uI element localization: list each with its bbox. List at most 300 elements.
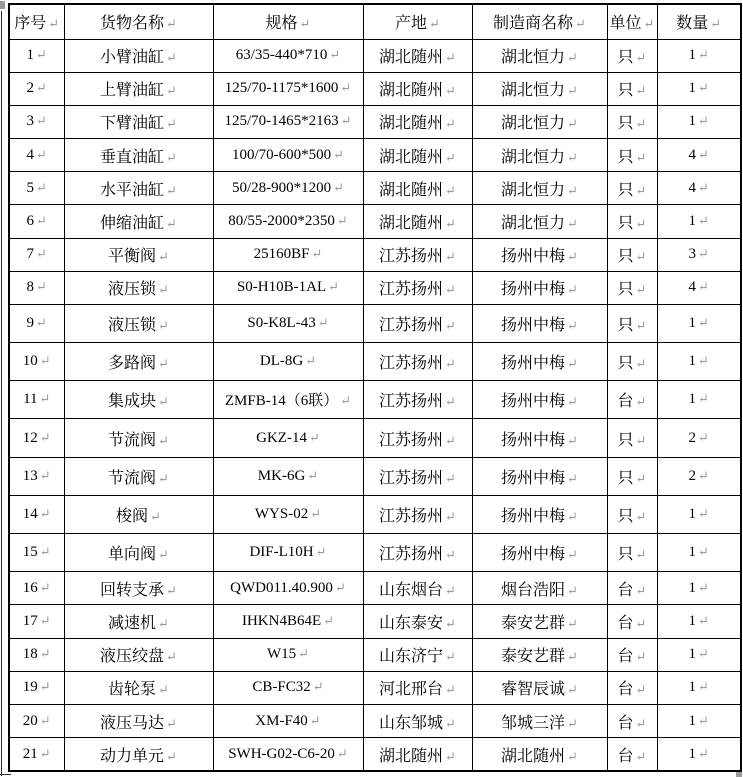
table-row: [9, 105, 741, 138]
cell-origin: [363, 457, 472, 495]
cell-unit-text: 只: [617, 248, 634, 266]
cell-spec: [213, 172, 363, 205]
cell-end-mark-icon: ↵: [307, 467, 319, 483]
cell-end-mark-icon: ↵: [298, 646, 310, 662]
cell-end-mark-icon: ↵: [39, 544, 51, 560]
cell-maker: [472, 638, 607, 671]
cell-end-mark-icon: ↵: [698, 80, 709, 96]
cell-qty-text: 3: [688, 246, 697, 263]
cell-maker-text: 扬州中梅: [501, 355, 566, 373]
cell-end-mark-icon: ↵: [635, 249, 647, 265]
cell-origin: [363, 172, 472, 205]
cell-name-text: 液压绞盘: [100, 648, 165, 666]
cell-idx: [9, 238, 64, 271]
cell-end-mark-icon: ↵: [567, 508, 578, 524]
cell-end-mark-icon: ↵: [698, 429, 709, 445]
cell-end-mark-icon: ↵: [334, 579, 346, 595]
header-spec-text: 规格: [265, 15, 298, 33]
cell-spec: [213, 105, 363, 138]
cell-origin: [363, 205, 472, 238]
cell-qty-text: 4: [688, 279, 697, 296]
cell-end-mark-icon: ↵: [445, 508, 456, 524]
table-row: [9, 738, 741, 771]
cell-unit-text: 只: [617, 469, 634, 487]
cell-maker: [472, 419, 607, 457]
cell-qty: [657, 105, 741, 138]
cell-name-text: 节流阀: [108, 431, 157, 449]
cell-qty: [657, 638, 741, 671]
cell-qty-text: 1: [688, 391, 697, 408]
cell-qty-text: 1: [688, 646, 697, 663]
cell-end-mark-icon: ↵: [158, 249, 169, 265]
cell-end-mark-icon: ↵: [39, 646, 51, 662]
cell-idx: [9, 605, 64, 638]
cell-maker-text: 扬州中梅: [501, 546, 566, 564]
cell-end-mark-icon: ↵: [698, 179, 709, 195]
cell-name-text: 下臂油缸: [100, 115, 165, 133]
cell-origin-text: 山东烟台: [379, 581, 444, 599]
cell-origin-text: 江苏扬州: [379, 281, 444, 299]
cell-unit: [607, 534, 657, 572]
cell-unit-text: 只: [617, 355, 634, 373]
cell-end-mark-icon: ↵: [698, 391, 709, 407]
table-row: [9, 238, 741, 271]
cell-unit: [607, 419, 657, 457]
paragraph-mark: [0, 1, 5, 9]
cell-idx-text: 7: [26, 246, 35, 263]
cell-end-mark-icon: ↵: [635, 547, 647, 563]
cell-maker-text: 扬州中梅: [501, 507, 566, 525]
cell-origin-text: 江苏扬州: [379, 469, 444, 487]
cell-spec-text: CB-FC32: [252, 679, 311, 696]
cell-idx-text: 8: [26, 279, 35, 296]
cell-spec-text: 50/28-900*1200: [231, 179, 332, 196]
cell-unit-text: 只: [617, 281, 634, 299]
cell-unit: [607, 381, 657, 419]
cell-maker: [472, 271, 607, 304]
cell-maker: [472, 605, 607, 638]
cell-end-mark-icon: ↵: [158, 282, 169, 298]
cell-end-mark-icon: ↵: [567, 616, 578, 632]
cell-end-mark-icon: ↵: [698, 505, 709, 521]
cell-unit-text: 只: [617, 546, 634, 564]
cell-end-mark-icon: ↵: [567, 470, 578, 486]
cell-unit-text: 只: [617, 431, 634, 449]
header-name-text: 货物名称: [100, 15, 165, 33]
cell-qty: [657, 238, 741, 271]
cell-name: [64, 419, 213, 457]
cell-maker-text: 湖北恒力: [501, 214, 566, 232]
cell-end-mark-icon: ↵: [445, 50, 456, 66]
cell-maker: [472, 105, 607, 138]
cell-origin-text: 山东邹城: [379, 714, 444, 732]
cell-qty-text: 1: [688, 579, 697, 596]
cell-end-mark-icon: ↵: [36, 80, 47, 96]
cell-end-mark-icon: ↵: [39, 391, 51, 407]
cell-qty: [657, 39, 741, 72]
cell-qty-text: 1: [688, 314, 697, 331]
cell-end-mark-icon: ↵: [635, 50, 647, 66]
cell-maker-text: 扬州中梅: [501, 248, 566, 266]
cell-end-mark-icon: ↵: [39, 429, 51, 445]
cell-end-mark-icon: ↵: [166, 215, 177, 231]
cell-end-mark-icon: ↵: [166, 582, 177, 598]
cell-name-text: 垂直油缸: [100, 148, 165, 166]
cell-spec: [213, 304, 363, 342]
cell-unit-text: 只: [617, 316, 634, 334]
cell-end-mark-icon: ↵: [340, 113, 352, 129]
table-row: [9, 495, 741, 533]
cell-origin-text: 江苏扬州: [379, 431, 444, 449]
cell-end-mark-icon: ↵: [336, 745, 348, 761]
cell-name: [64, 343, 213, 381]
cell-end-mark-icon: ↵: [323, 613, 335, 629]
cell-qty: [657, 304, 741, 342]
table-row: [9, 39, 741, 72]
cell-end-mark-icon: ↵: [39, 467, 51, 483]
page-bottom-gridline: [0, 774, 11, 775]
cell-unit: [607, 72, 657, 105]
cell-unit: [607, 105, 657, 138]
cell-end-mark-icon: ↵: [39, 505, 51, 521]
cell-name-text: 平衡阀: [108, 248, 157, 266]
cell-spec: [213, 704, 363, 737]
cell-end-mark-icon: ↵: [36, 47, 47, 63]
cell-end-mark-icon: ↵: [158, 356, 169, 372]
cell-end-mark-icon: ↵: [567, 215, 578, 231]
cell-maker: [472, 381, 607, 419]
cell-end-mark-icon: ↵: [698, 467, 709, 483]
table-row: [9, 605, 741, 638]
cell-maker-text: 湖北随州: [501, 747, 566, 765]
cell-end-mark-icon: ↵: [445, 317, 456, 333]
cell-end-mark-icon: ↵: [445, 249, 456, 265]
cell-maker-text: 睿智辰诚: [501, 681, 566, 699]
cell-idx-text: 11: [23, 391, 38, 408]
cell-idx: [9, 139, 64, 172]
cell-spec: [213, 343, 363, 381]
cell-end-mark-icon: ↵: [635, 508, 647, 524]
cell-end-mark-icon: ↵: [317, 314, 329, 330]
cell-name-text: 梭阀: [116, 507, 149, 525]
cell-maker: [472, 671, 607, 704]
cell-origin-text: 山东泰安: [379, 615, 444, 633]
cell-qty-text: 1: [688, 353, 697, 370]
cell-name: [64, 139, 213, 172]
cell-unit-text: 只: [617, 115, 634, 133]
cell-name-text: 液压锁: [108, 316, 157, 334]
cell-end-mark-icon: ↵: [36, 314, 47, 330]
cell-origin-text: 江苏扬州: [379, 355, 444, 373]
cell-spec: [213, 572, 363, 605]
cell-spec-text: S0-K8L-43: [247, 314, 316, 331]
cell-end-mark-icon: ↵: [158, 394, 169, 410]
table-row: [9, 457, 741, 495]
cell-end-mark-icon: ↵: [635, 83, 647, 99]
cell-spec: [213, 738, 363, 771]
cell-name-text: 液压锁: [108, 281, 157, 299]
cell-end-mark-icon: ↵: [567, 356, 578, 372]
cell-end-mark-icon: ↵: [643, 16, 655, 32]
cell-idx: [9, 572, 64, 605]
cell-end-mark-icon: ↵: [445, 547, 456, 563]
cell-origin-text: 湖北随州: [379, 49, 444, 67]
cell-end-mark-icon: ↵: [635, 182, 647, 198]
cell-end-mark-icon: ↵: [166, 50, 177, 66]
cell-spec: [213, 605, 363, 638]
cell-end-mark-icon: ↵: [166, 16, 177, 32]
goods-table: [8, 3, 742, 772]
cell-end-mark-icon: ↵: [445, 682, 456, 698]
cell-spec-text: XM-F40: [255, 712, 308, 729]
cell-spec: [213, 205, 363, 238]
cell-end-mark-icon: ↵: [333, 146, 345, 162]
cell-unit-text: 只: [617, 148, 634, 166]
header-unit-text: 单位: [609, 15, 642, 33]
cell-idx-text: 21: [22, 745, 38, 762]
cell-name: [64, 304, 213, 342]
cell-spec: [213, 495, 363, 533]
cell-maker-text: 湖北恒力: [501, 82, 566, 100]
cell-qty: [657, 671, 741, 704]
cell-idx-text: 15: [22, 544, 38, 561]
table-row: [9, 419, 741, 457]
cell-spec: [213, 638, 363, 671]
cell-idx: [9, 271, 64, 304]
cell-maker-text: 扬州中梅: [501, 469, 566, 487]
cell-end-mark-icon: ↵: [567, 682, 578, 698]
cell-end-mark-icon: ↵: [567, 715, 578, 731]
table-row: [9, 72, 741, 105]
cell-idx: [9, 343, 64, 381]
cell-end-mark-icon: ↵: [445, 616, 456, 632]
cell-end-mark-icon: ↵: [305, 353, 317, 369]
cell-end-mark-icon: ↵: [311, 246, 323, 262]
cell-maker-text: 邹城三洋: [501, 714, 566, 732]
cell-end-mark-icon: ↵: [445, 182, 456, 198]
cell-end-mark-icon: ↵: [635, 649, 647, 665]
cell-origin: [363, 605, 472, 638]
cell-origin: [363, 39, 472, 72]
cell-end-mark-icon: ↵: [36, 179, 47, 195]
cell-name: [64, 638, 213, 671]
cell-origin: [363, 139, 472, 172]
cell-unit-text: 台: [617, 581, 634, 599]
cell-end-mark-icon: ↵: [299, 16, 311, 32]
cell-end-mark-icon: ↵: [158, 470, 169, 486]
cell-qty: [657, 72, 741, 105]
cell-name: [64, 39, 213, 72]
cell-end-mark-icon: ↵: [567, 649, 578, 665]
cell-unit: [607, 238, 657, 271]
cell-end-mark-icon: ↵: [166, 649, 177, 665]
cell-origin: [363, 738, 472, 771]
cell-origin: [363, 419, 472, 457]
cell-end-mark-icon: ↵: [445, 356, 456, 372]
cell-idx: [9, 304, 64, 342]
cell-end-mark-icon: ↵: [445, 470, 456, 486]
header-cell-name: [64, 4, 213, 39]
cell-spec-text: WYS-02: [254, 505, 309, 522]
cell-origin: [363, 572, 472, 605]
cell-end-mark-icon: ↵: [567, 547, 578, 563]
cell-origin-text: 湖北随州: [379, 148, 444, 166]
cell-idx: [9, 534, 64, 572]
cell-end-mark-icon: ↵: [166, 182, 177, 198]
cell-spec-text: 80/55-2000*2350: [228, 212, 335, 229]
cell-maker-text: 扬州中梅: [501, 393, 566, 411]
cell-unit: [607, 304, 657, 342]
cell-maker-text: 扬州中梅: [501, 316, 566, 334]
table-row: [9, 638, 741, 671]
cell-qty-text: 1: [688, 113, 697, 130]
cell-maker: [472, 172, 607, 205]
cell-idx: [9, 638, 64, 671]
cell-spec: [213, 39, 363, 72]
cell-spec-text: S0-H10B-1AL: [236, 279, 327, 296]
table-row: [9, 381, 741, 419]
cell-maker: [472, 704, 607, 737]
cell-end-mark-icon: ↵: [340, 80, 352, 96]
cell-idx-text: 16: [22, 579, 38, 596]
cell-spec-text: 63/35-440*710: [235, 47, 328, 64]
cell-end-mark-icon: ↵: [567, 50, 578, 66]
cell-end-mark-icon: ↵: [166, 715, 177, 731]
cell-idx-text: 6: [26, 212, 35, 229]
cell-end-mark-icon: ↵: [166, 83, 177, 99]
cell-qty-text: 4: [688, 179, 697, 196]
cell-qty-text: 1: [688, 613, 697, 630]
cell-unit: [607, 172, 657, 205]
table-row: [9, 671, 741, 704]
cell-end-mark-icon: ↵: [445, 282, 456, 298]
cell-spec: [213, 457, 363, 495]
cell-name-text: 回转支承: [100, 581, 165, 599]
cell-end-mark-icon: ↵: [635, 116, 647, 132]
cell-qty: [657, 172, 741, 205]
cell-name-text: 集成块: [108, 393, 157, 411]
cell-qty-text: 2: [688, 429, 697, 446]
cell-qty: [657, 738, 741, 771]
cell-qty-text: 1: [688, 505, 697, 522]
cell-end-mark-icon: ↵: [698, 646, 709, 662]
cell-unit: [607, 704, 657, 737]
cell-unit-text: 只: [617, 214, 634, 232]
cell-maker: [472, 534, 607, 572]
cell-idx: [9, 738, 64, 771]
cell-end-mark-icon: ↵: [567, 116, 578, 132]
cell-qty: [657, 381, 741, 419]
cell-origin-text: 河北邢台: [379, 681, 444, 699]
cell-origin: [363, 304, 472, 342]
cell-end-mark-icon: ↵: [567, 317, 578, 333]
cell-spec: [213, 139, 363, 172]
cell-name-text: 单向阀: [108, 546, 157, 564]
cell-idx-text: 20: [22, 712, 38, 729]
cell-end-mark-icon: ↵: [158, 682, 169, 698]
cell-end-mark-icon: ↵: [567, 249, 578, 265]
cell-idx: [9, 704, 64, 737]
cell-unit-text: 台: [617, 393, 634, 411]
cell-end-mark-icon: ↵: [698, 47, 709, 63]
cell-end-mark-icon: ↵: [635, 582, 647, 598]
cell-end-mark-icon: ↵: [698, 712, 709, 728]
cell-spec-text: DIF-L10H: [249, 544, 314, 561]
cell-end-mark-icon: ↵: [158, 547, 169, 563]
table-row: [9, 205, 741, 238]
cell-origin-text: 江苏扬州: [379, 393, 444, 411]
cell-spec: [213, 419, 363, 457]
cell-qty-text: 1: [688, 212, 697, 229]
cell-name-text: 水平油缸: [100, 181, 165, 199]
cell-idx-text: 1: [26, 47, 35, 64]
cell-maker-text: 湖北恒力: [501, 49, 566, 67]
cell-origin-text: 湖北随州: [379, 115, 444, 133]
cell-maker-text: 湖北恒力: [501, 148, 566, 166]
cell-name-text: 小臂油缸: [100, 49, 165, 67]
cell-end-mark-icon: ↵: [567, 149, 578, 165]
cell-maker: [472, 72, 607, 105]
cell-spec-text: MK-6G: [257, 467, 306, 484]
cell-name-text: 减速机: [108, 615, 157, 633]
cell-qty-text: 1: [688, 712, 697, 729]
cell-end-mark-icon: ↵: [36, 113, 47, 129]
cell-spec-text: W15: [266, 646, 297, 663]
cell-end-mark-icon: ↵: [39, 712, 51, 728]
table-row: [9, 139, 741, 172]
cell-maker-text: 泰安艺群: [501, 615, 566, 633]
cell-end-mark-icon: ↵: [635, 432, 647, 448]
cell-end-mark-icon: ↵: [36, 246, 47, 262]
cell-qty: [657, 704, 741, 737]
cell-name-text: 上臂油缸: [100, 82, 165, 100]
cell-end-mark-icon: ↵: [635, 215, 647, 231]
cell-idx: [9, 105, 64, 138]
cell-end-mark-icon: ↵: [333, 179, 345, 195]
cell-end-mark-icon: ↵: [635, 317, 647, 333]
table-header: [9, 4, 741, 39]
cell-end-mark-icon: ↵: [39, 679, 51, 695]
cell-end-mark-icon: ↵: [635, 748, 647, 764]
cell-end-mark-icon: ↵: [36, 212, 47, 228]
cell-end-mark-icon: ↵: [575, 16, 586, 32]
cell-spec-text: QWD011.40.900: [230, 579, 333, 596]
cell-end-mark-icon: ↵: [698, 579, 709, 595]
cell-end-mark-icon: ↵: [445, 83, 456, 99]
cell-end-mark-icon: ↵: [567, 83, 578, 99]
cell-unit: [607, 738, 657, 771]
cell-end-mark-icon: ↵: [445, 116, 456, 132]
cell-end-mark-icon: ↵: [445, 715, 456, 731]
cell-origin-text: 江苏扬州: [379, 316, 444, 334]
cell-origin: [363, 343, 472, 381]
cell-end-mark-icon: ↵: [445, 582, 456, 598]
cell-idx-text: 18: [22, 646, 38, 663]
header-qty-text: 数量: [676, 15, 709, 33]
cell-unit-text: 台: [617, 747, 634, 765]
cell-name: [64, 238, 213, 271]
cell-maker: [472, 205, 607, 238]
cell-qty-text: 2: [688, 467, 697, 484]
cell-spec: [213, 72, 363, 105]
cell-end-mark-icon: ↵: [567, 182, 578, 198]
cell-name-text: 液压马达: [100, 714, 165, 732]
cell-idx: [9, 172, 64, 205]
cell-unit: [607, 457, 657, 495]
cell-spec-text: IHKN4B64E: [241, 613, 322, 630]
cell-end-mark-icon: ↵: [635, 616, 647, 632]
cell-idx: [9, 39, 64, 72]
